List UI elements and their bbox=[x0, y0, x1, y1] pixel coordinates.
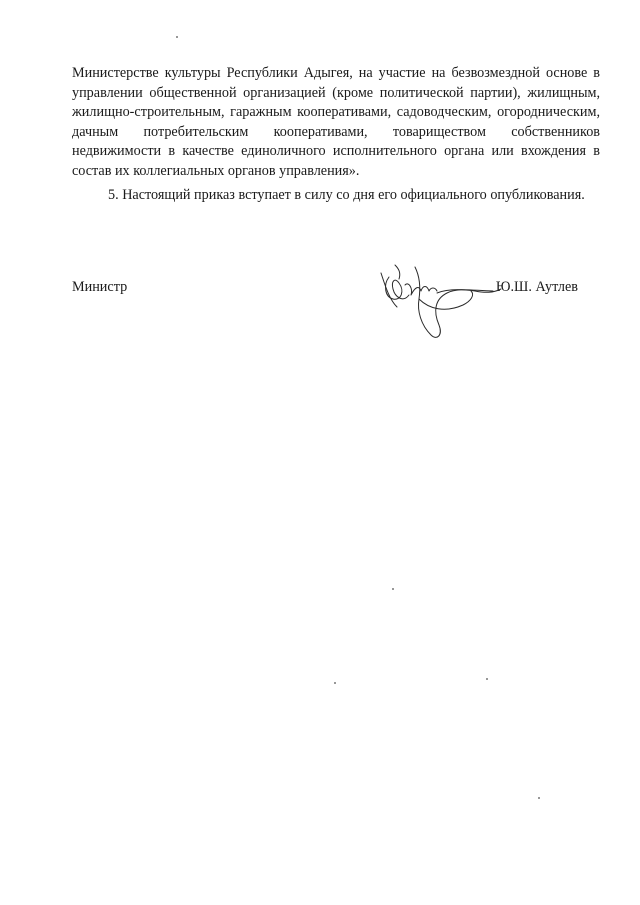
scan-speck bbox=[538, 797, 540, 799]
paragraph-effective-date: 5. Настоящий приказ вступает в силу со дня его официального опубликования. bbox=[108, 187, 585, 203]
paragraph-ministry-text: Министерстве культуры Республики Адыгея, на участие на безвозмездной основе в управлении общественной организацией (кроме политической партии), жилищным, жилищно-строительным, гаражным кооперативами, садоводческим, огородническим, дачным потребительским кооперативами, товариществом собственников недвижимости в качестве единоличного исполнительного органа или вхождения в состав их коллегиальных органов управления». bbox=[72, 65, 600, 179]
signer-name: Ю.Ш. Аутлев bbox=[495, 279, 578, 295]
scan-speck bbox=[176, 36, 178, 38]
signature-block bbox=[72, 278, 600, 298]
scan-speck bbox=[392, 588, 394, 590]
scan-speck bbox=[334, 682, 336, 684]
signer-position: Министр bbox=[72, 279, 128, 295]
scan-speck bbox=[486, 678, 488, 680]
handwritten-signature bbox=[375, 255, 515, 345]
